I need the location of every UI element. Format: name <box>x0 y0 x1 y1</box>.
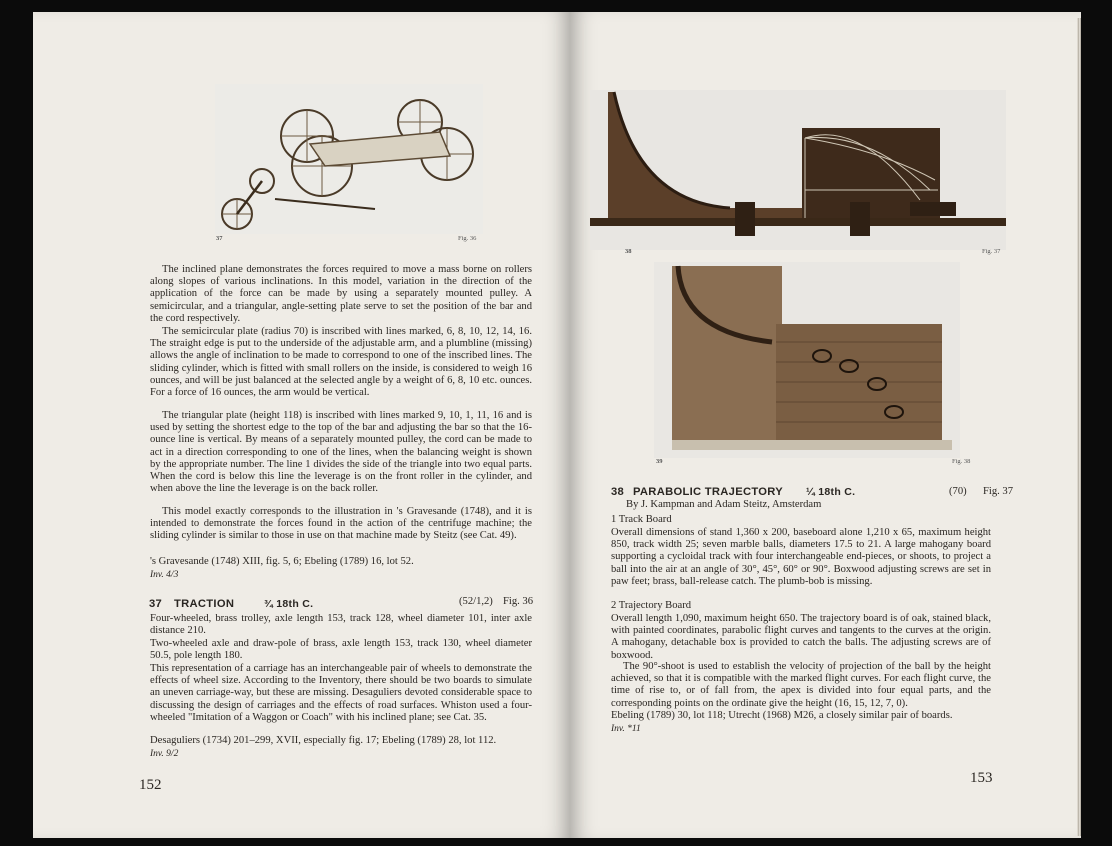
figure-37-photo <box>215 84 483 234</box>
entry-37-ref: (52/1,2) <box>459 596 493 607</box>
paragraph-1: The inclined plane demonstrates the forces required to move a mass borne on rollers along slopes of various inclinations. In this model, variation in the direction of the application of the force can be made by using a separately mounted pulley. A semicircular, and a triangular, angle-setting plate serve to set the position of the bar and the cord respectively. <box>150 264 532 324</box>
page-number-left: 152 <box>139 777 162 793</box>
entry-38-date: ¼ 18th C. <box>806 486 856 498</box>
section-2-body-2: The 90°-shoot is used to establish the velocity of projection of the ball by the height achieved, so that it is compatible with the marked flight curves. For each flight curve, the time of rise to, or of fall from, the apex is divided into four equal parts, and the corresponding points on the ordinate give the height (16, 15, 12, 7, 0). <box>611 661 991 709</box>
figure-38-photo <box>590 90 1006 250</box>
paragraph-2: The semicircular plate (radius 70) is inscribed with lines marked, 6, 8, 10, 12, 14, 16. The straight edge is put to the underside of the adjustable arm, and a plumbline (missing) allows the angle of inclination to be made to correspond to one of the inscribed lines. The sliding cylinder, which is fitted with small rollers on the inside, is considered to weigh 16 ounces, and will be just balanced at the selected angle by a weight of 6, 8, 10 etc. ounces. For a force of 16 ounces, the arm would be vertical. <box>150 326 532 399</box>
inventory-1: Inv. 4/3 <box>150 570 179 580</box>
figure-37-number: 37 <box>216 235 223 242</box>
open-book <box>33 12 1081 838</box>
figure-38-number: 38 <box>625 248 632 255</box>
figure-38-ref: Fig. 37 <box>982 248 1001 255</box>
entry-37-paragraph-3: This representation of a carriage has an interchangeable pair of wheels to demonstrate the effects of wheel size. According to the Inventory, there should be two boards to simulate an uneven carriage-way, but these are missing. Desaguliers devoted considerable space to discussing the design of carriages and the effects of road surfaces. Whiston used a four-wheeled "Imitation of a Waggon or Coach" with his inclined plane; see Cat. 35. <box>150 663 532 723</box>
left-page <box>33 12 570 838</box>
entry-38-ref: (70) <box>949 486 967 497</box>
references: Ebeling (1789) 30, lot 118; Utrecht (1968) M26, a closely similar pair of boards. <box>611 710 953 721</box>
entry-37-title: TRACTION <box>174 598 235 610</box>
paragraph-4: This model exactly corresponds to the illustration in 's Gravesande (1748), and it is intended to demonstrate the forces found in the action of the centrifuge machine; the sliding cylinder is similar to those in use on that machine made by Steitz (see Cat. 49). <box>150 506 532 542</box>
entry-37-paragraph-1: Four-wheeled, brass trolley, axle length 153, track 128, wheel diameter 101, inter axle distance 210. <box>150 613 532 637</box>
inventory-3: Inv. *11 <box>611 724 641 734</box>
entry-37-fig: Fig. 36 <box>503 596 534 607</box>
section-2-heading: 2 Trajectory Board <box>611 600 692 611</box>
entry-37-paragraph-2: Two-wheeled axle and draw-pole of brass, axle length 153, track 130, wheel diameter 50.5, pole length 180. <box>150 638 532 662</box>
entry-37-number: 37 <box>149 598 163 610</box>
paragraph-5: 's Gravesande (1748) XIII, fig. 5, 6; Ebeling (1789) 16, lot 52. <box>150 556 414 567</box>
entry-38-number: 38 <box>611 486 625 498</box>
section-1-body: Overall dimensions of stand 1,360 x 200, baseboard alone 1,210 x 65, maximum height 850, track width 25; seven marble balls, diameters 17.5 to 21. A large mahogany board supporting a cycloidal track with four interchangeable end-pieces, or shoots, to project a ball into the air at an angle of 30°, 45°, 60° or 90°. Boxwood adjusting screws are set in paw feet; brass, ball-release catch. The plumb-bob is missing. <box>611 527 991 587</box>
figure-39-ref: Fig. 38 <box>952 458 971 465</box>
entry-37-date: ¾ 18th C. <box>264 598 314 610</box>
right-page <box>570 12 1081 838</box>
page-number-right: 153 <box>970 770 993 786</box>
section-2-body: Overall length 1,090, maximum height 650. The trajectory board is of oak, stained black, with painted coordinates, parabolic flight curves and tangents to the curves at the origin. A mahogany, detachable box is provided to catch the balls. The adjusting screws are of boxwood. <box>611 613 991 661</box>
entry-38-byline: By J. Kampman and Adam Steitz, Amsterdam <box>626 499 822 510</box>
entry-37-paragraph-4: Desaguliers (1734) 201–299, XVII, especially fig. 17; Ebeling (1789) 28, lot 112. <box>150 735 497 746</box>
figure-39-photo <box>654 262 960 458</box>
paragraph-3: The triangular plate (height 118) is inscribed with lines marked 9, 10, 1, 11, 16 and is used by setting the shortest edge to the top of the bar and adjusting the bar so that the 16-ounce line is vertical. By means of a separately mounted pulley, the cord can be made to act in a direction corresponding to one of the lines, when the balancing weight is shown by the appropriate number. The line 1 divides the side of the triangle into two equal parts. When the cord is below this line the leverage is on the front roller in the cylinder, and when above the line the leverage is on the back roller. <box>150 410 532 495</box>
figure-37-ref: Fig. 36 <box>458 235 477 242</box>
section-1-heading: 1 Track Board <box>611 514 672 525</box>
figure-39-number: 39 <box>656 458 663 465</box>
inventory-2: Inv. 9/2 <box>150 749 179 759</box>
entry-38-title: PARABOLIC TRAJECTORY <box>633 486 783 498</box>
page-edge <box>1077 18 1081 836</box>
entry-38-fig: Fig. 37 <box>983 486 1014 497</box>
